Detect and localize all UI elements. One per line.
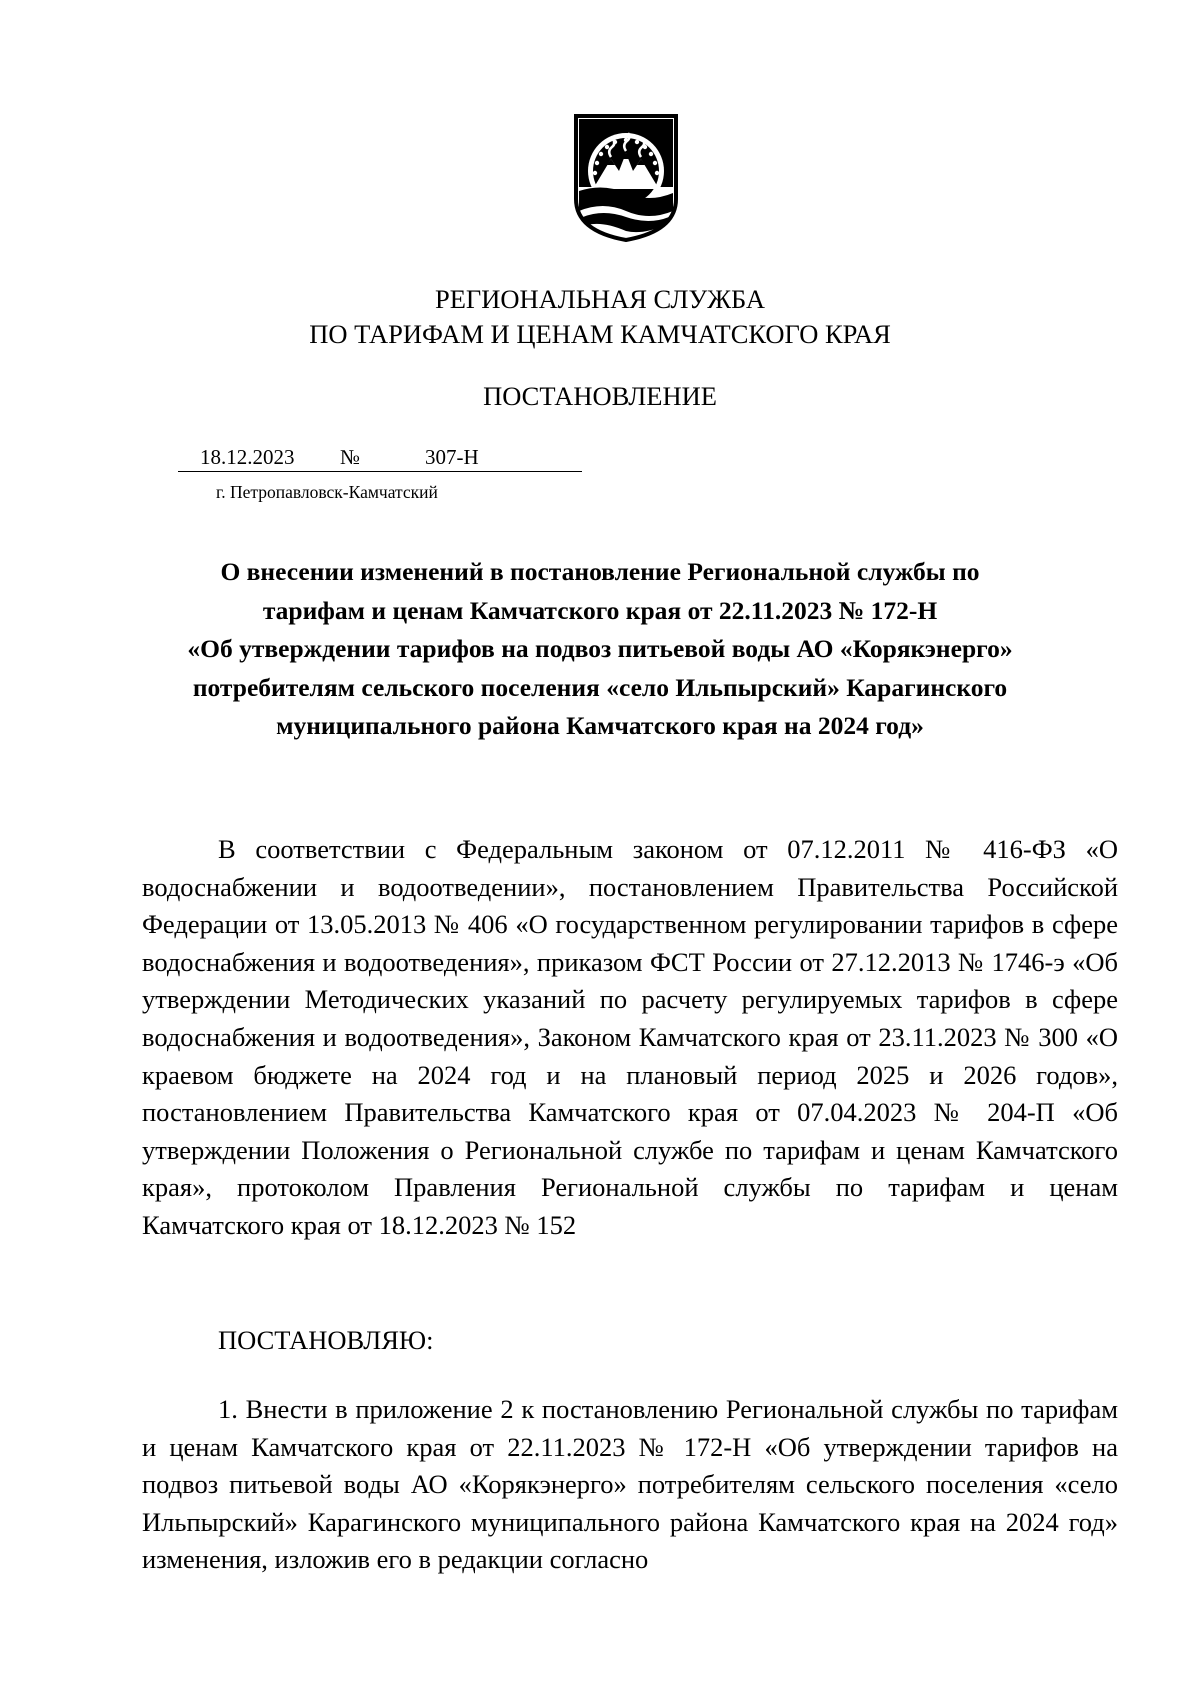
preamble-paragraph <box>142 831 1118 1245</box>
document-date: 18.12.2023 <box>200 445 295 469</box>
title-line: «Об утверждении тарифов на подвоз питьевой воды АО «Корякэнерго» <box>187 634 1013 663</box>
document-title <box>0 553 1200 746</box>
title-line: муниципального района Камчатского края на 2024 год» <box>276 711 924 740</box>
item-1-paragraph <box>142 1391 1118 1579</box>
organization-name <box>0 282 1200 352</box>
item-1-text: 1. Внести в приложение 2 к постановлению Региональной службы по тарифам и ценам Камчатского края от 22.11.2023 № 172-Н «Об утверждении тарифов на подвоз питьевой воды АО «Корякэнерго» потребителям сельского поселения «село Ильпырский» Карагинского муниципального района Камчатского края на 2024 год» изменения, изложив его в редакции согласно <box>142 1394 1118 1575</box>
preamble-text: В соответствии с Федеральным законом от 07.12.2011 № 416-ФЗ «О водоснабжении и водоотведении», постановлением Правительства Российской Федерации от 13.05.2013 № 406 «О государственном регулировании тарифов в сфере водоснабжения и водоотведения», приказом ФСТ России от 27.12.2013 № 1746-э «Об утверждении Методических указаний по расчету регулируемых тарифов в сфере водоснабжения и водоотведения», Законом Камчатского края от 23.11.2023 № 300 «О краевом бюджете на 2024 год и на плановый период 2025 и 2026 годов», постановлением Правительства Камчатского края от 07.04.2023 № 204-П «Об утверждении Положения о Региональной службе по тарифам и ценам Камчатского края», протоколом Правления Региональной службы по тарифам и ценам Камчатского края от 18.12.2023 № 152 <box>142 834 1118 1240</box>
title-line: О внесении изменений в постановление Региональной службы по <box>220 557 980 586</box>
organization-name-line-1: РЕГИОНАЛЬНАЯ СЛУЖБА <box>434 284 766 314</box>
resolve-heading: ПОСТАНОВЛЯЮ: <box>218 1325 434 1355</box>
kamchatka-coat-of-arms-icon <box>573 113 679 243</box>
document-type: ПОСТАНОВЛЕНИЕ <box>483 381 717 411</box>
title-line: тарифам и ценам Камчатского края от 22.11.2023 № 172-Н <box>262 595 938 625</box>
city: г. Петропавловск-Камчатский <box>216 482 438 502</box>
document-number: 307-Н <box>425 445 479 469</box>
date-number-line <box>178 445 582 472</box>
title-line: потребителям сельского поселения «село Ильпырский» Карагинского <box>192 672 1008 702</box>
organization-name-line-2: ПО ТАРИФАМ И ЦЕНАМ КАМЧАТСКОГО КРАЯ <box>309 319 891 349</box>
number-sign: № <box>340 445 361 469</box>
